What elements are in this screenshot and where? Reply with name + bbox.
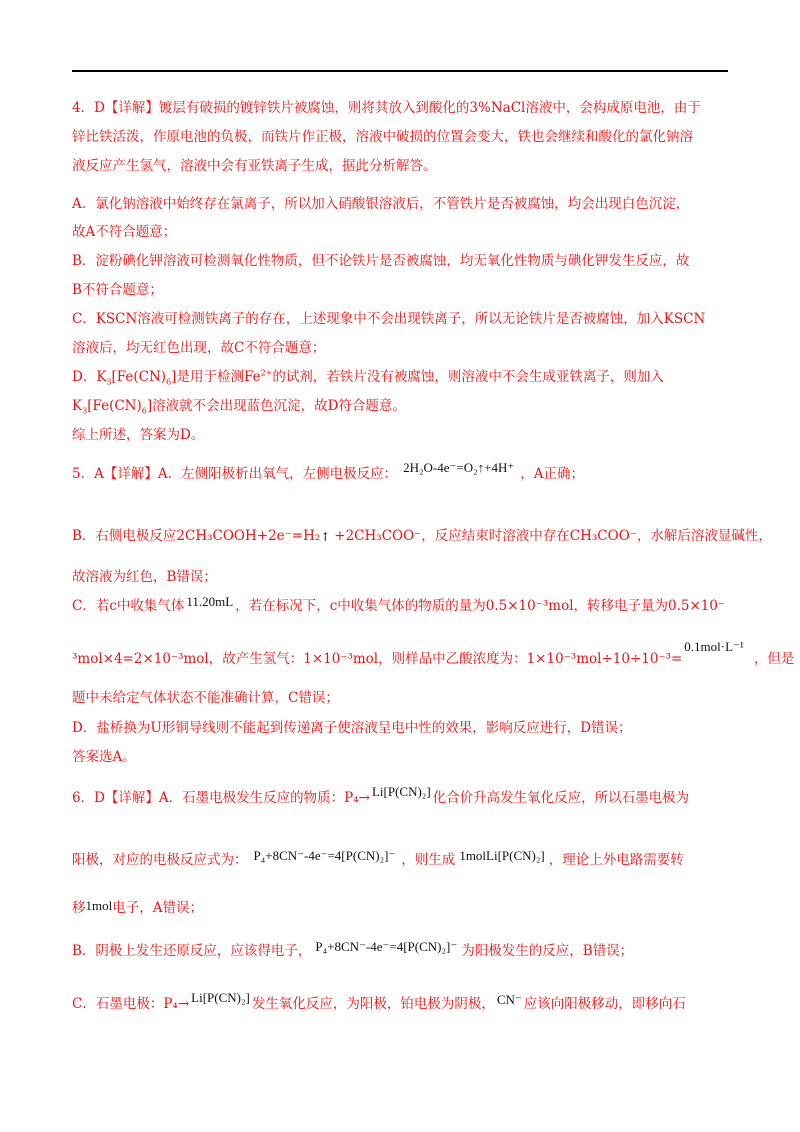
- q6-option-b: B．阴极上发生还原反应，应该得电子， P₄+8CN⁻-4e⁻=4[P(CN)₂]⁻ 为阳极发生的反应，B错误；: [72, 939, 634, 959]
- q6-option-a-3: 移1mol电子，A错误；: [72, 898, 203, 916]
- q6-product-amount: 1molLi[P(CN)₂]: [459, 848, 545, 863]
- q4-option-a-1: A．氯化钠溶液中始终存在氯离子，所以加入硝酸银溶液后，不管铁片是否被腐蚀，均会出现白色沉淀，: [72, 196, 690, 212]
- q5-option-b-1: B．右侧电极反应2CH₃COOH+2e⁻=H₂ ↑ +2CH₃COO⁻，反应结束时溶液中存在CH₃COO⁻，水解后溶液显碱性，: [72, 525, 772, 547]
- gas-arrow-icon: ↑: [320, 530, 331, 544]
- li-complex-formula-c: Li[P(CN)₂]: [191, 990, 250, 1005]
- header-rule: [72, 70, 728, 72]
- q4-line-2: 锌比铁活泼，作原电池的负极，而铁片作正极，溶液中破损的位置会变大，铁也会继续和酸化的氯化钠溶: [72, 129, 693, 145]
- q4-line-1: 4．D【详解】镀层有破损的镀锌铁片被腐蚀，则将其放入到酸化的3%NaCl溶液中，会构成原电池，由于: [72, 100, 701, 116]
- q4-option-c-2: 溶液后，均无红色出现，故C不符合题意；: [72, 340, 326, 356]
- q4-summary: 综上所述，答案为D。: [72, 427, 205, 443]
- li-complex-formula: Li[P(CN)₂]: [371, 784, 431, 799]
- gas-volume: 11.20mL: [186, 594, 234, 609]
- acetic-acid-concentration: 0.1mol·L⁻¹: [684, 639, 744, 654]
- q5-anode-equation: 2H₂O-4e⁻=O₂↑+4H⁺: [403, 460, 515, 475]
- q5-option-c-3: 题中未给定气体状态不能准确计算，C错误；: [72, 690, 339, 706]
- q4-option-d-1: D．$K_3[Fe(CN)_6]$是用于检测$Fe^{2+}$的试剂，若铁片没有被腐蚀，则溶液中不会生成亚铁离子，则加入: [72, 368, 664, 387]
- q6-option-c: C．石墨电极：P₄→ Li[P(CN)₂] 发生氧化反应，为阳极，铂电极为阴极， CN⁻ 应该向阳极移动，即移向石: [72, 990, 686, 1012]
- q4-option-b-1: B．淀粉碘化钾溶液可检测氧化性物质，但不论铁片是否被腐蚀，均无氧化性物质与碘化钾发生反应，故: [72, 253, 690, 269]
- q5-option-d: D．盐桥换为U形铜导线则不能起到传递离子使溶液呈电中性的效果，影响反应进行，D错误；: [72, 720, 632, 736]
- q5-option-c-2: ³mol×4=2×10⁻³mol，故产生氢气：1×10⁻³mol，则样品中乙酸浓度为：1×10⁻³mol÷10÷10⁻³=0.1mol·L⁻¹，但是: [72, 639, 795, 667]
- q4-option-a-2: 故A不符合题意；: [72, 224, 177, 240]
- cyanide-ion: CN⁻: [496, 992, 522, 1007]
- q5-option-a: 5．A【详解】A．左侧阳极析出氧气，左侧电极反应： 2H₂O-4e⁻=O₂↑+4H⁺ ，A正确；: [72, 460, 584, 482]
- q6-anode-equation: P₄+8CN⁻-4e⁻=4[P(CN)₂]⁻: [253, 848, 396, 863]
- q6-option-a-1: 6．D【详解】A．石墨电极发生反应的物质：P₄→ Li[P(CN)₂] 化合价升高发生氧化反应，所以石墨电极为: [72, 784, 690, 806]
- q4-option-c-1: C．KSCN溶液可检测铁离子的存在，上述现象中不会出现铁离子，所以无论铁片是否被腐蚀，加入KSCN: [72, 311, 706, 327]
- q6-option-a-2: 阳极，对应的电极反应式为： P₄+8CN⁻-4e⁻=4[P(CN)₂]⁻ ，则生成 1molLi[P(CN)₂] ，理论上外电路需要转: [72, 848, 684, 868]
- q5-answer: 答案选A。: [72, 749, 136, 765]
- q4-option-d-2: $K_3[Fe(CN)_6]$溶液就不会出现蓝色沉淀，故D符合题意。: [72, 398, 406, 416]
- q6-b-equation: P₄+8CN⁻-4e⁻=4[P(CN)₂]⁻: [315, 939, 458, 954]
- q5-option-c-1: C．若c中收集气体 11.20mL ，若在标况下，c中收集气体的物质的量为0.5×10⁻³mol，转移电子量为0.5×10⁻: [72, 594, 726, 614]
- q4-option-b-2: B不符合题意；: [72, 282, 163, 298]
- q5-option-b-2: 故溶液为红色，B错误；: [72, 569, 217, 585]
- electron-amount: 1mol: [85, 898, 113, 913]
- q4-line-3: 液反应产生氢气，溶液中会有亚铁离子生成，据此分析解答。: [72, 158, 437, 174]
